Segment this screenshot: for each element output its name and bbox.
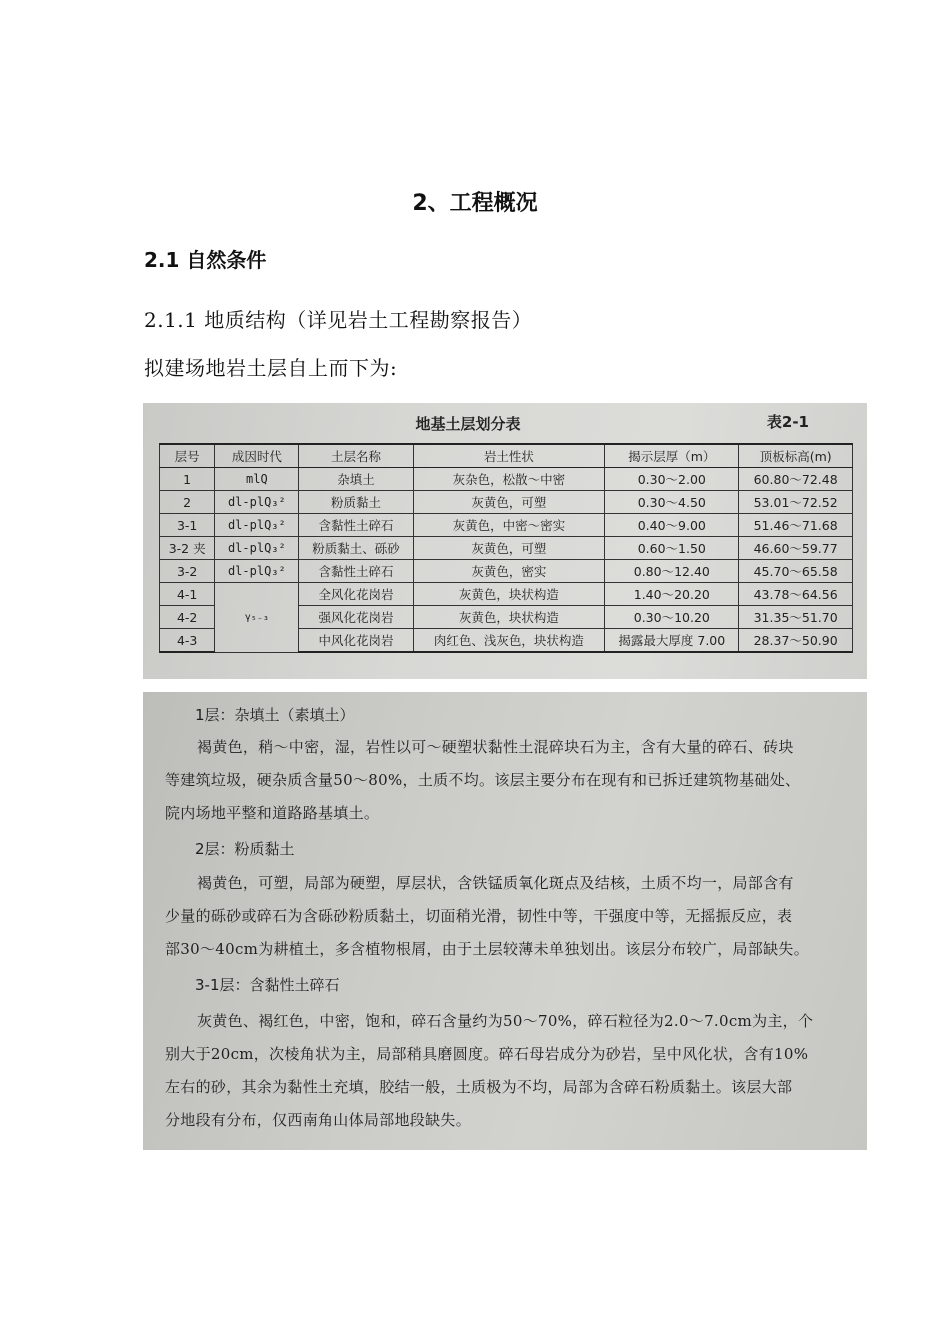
table-number: 表2-1 xyxy=(766,413,809,431)
table-caption: 地基土层划分表 xyxy=(415,415,521,433)
table-row xyxy=(160,514,853,537)
table-cell: mlQ xyxy=(215,468,299,491)
header-cell: 层号 xyxy=(160,444,215,468)
header-cell: 揭示层厚（m） xyxy=(605,444,739,468)
table-cell: 31.35～51.70 xyxy=(739,606,853,629)
table-cell: 28.37～50.90 xyxy=(739,629,853,653)
table-cell: 杂填土 xyxy=(299,468,413,491)
table-photo xyxy=(143,403,867,679)
table-cell: 灰黄色，可塑 xyxy=(413,491,605,514)
table-cell: 含黏性土碎石 xyxy=(299,560,413,583)
header-cell: 成因时代 xyxy=(215,444,299,468)
table-cell: 60.80～72.48 xyxy=(739,468,853,491)
table-cell: 灰黄色，密实 xyxy=(413,560,605,583)
header-cell: 顶板标高(m) xyxy=(739,444,853,468)
layer1-line: 褐黄色，稍～中密，湿，岩性以可～硬塑状黏性土混碎块石为主，含有大量的碎石、砖块 xyxy=(197,738,794,756)
table-cell: 3-1 xyxy=(160,514,215,537)
paragraph-intro: 拟建场地岩土层自上而下为: xyxy=(144,356,398,380)
table-cell: 3-2 夹 xyxy=(160,537,215,560)
table-cell: 含黏性土碎石 xyxy=(299,514,413,537)
table-cell: 粉质黏土、砾砂 xyxy=(299,537,413,560)
layer2-line: 褐黄色，可塑，局部为硬塑，厚层状，含铁锰质氧化斑点及结核，土质不均一，局部含有 xyxy=(197,874,794,892)
table-cell: 51.46～71.68 xyxy=(739,514,853,537)
table-cell: dl-plQ₃² xyxy=(215,560,299,583)
table-cell: 2 xyxy=(160,491,215,514)
layer31-line: 左右的砂，其余为黏性土充填，胶结一般，土质极为不均，局部为含碎石粉质黏土。该层大部 xyxy=(165,1078,793,1096)
table-cell: dl-plQ₃² xyxy=(215,514,299,537)
table-cell: 0.60～1.50 xyxy=(605,537,739,560)
table-cell: 0.30～2.00 xyxy=(605,468,739,491)
layer2-line: 部30～40cm为耕植土，多含植物根屑，由于土层较薄未单独划出。该层分布较广，局部缺失。 xyxy=(165,940,810,958)
paragraph-geology: 2.1.1 地质结构（详见岩土工程勘察报告） xyxy=(144,308,533,332)
table-cell: 全风化花岗岩 xyxy=(299,583,413,606)
table-cell: 中风化花岗岩 xyxy=(299,629,413,653)
table-cell: 1.40～20.20 xyxy=(605,583,739,606)
table-cell: 46.60～59.77 xyxy=(739,537,853,560)
table-cell: 粉质黏土 xyxy=(299,491,413,514)
header-cell: 土层名称 xyxy=(299,444,413,468)
table-row xyxy=(160,468,853,491)
layer31-heading: 3-1层：含黏性土碎石 xyxy=(195,976,340,994)
table-cell: 强风化花岗岩 xyxy=(299,606,413,629)
table-cell: 灰黄色，块状构造 xyxy=(413,583,605,606)
table-cell: 肉红色、浅灰色，块状构造 xyxy=(413,629,605,653)
table-row xyxy=(160,560,853,583)
layer31-line: 别大于20cm，次棱角状为主，局部稍具磨圆度。碎石母岩成分为砂岩，呈中风化状，含有10% xyxy=(165,1045,809,1063)
table-cell: 1 xyxy=(160,468,215,491)
table-cell: 45.70～65.58 xyxy=(739,560,853,583)
layer2-line: 少量的砾砂或碎石为含砾砂粉质黏土，切面稍光滑，韧性中等，干强度中等，无摇振反应，表 xyxy=(165,907,793,925)
table-row xyxy=(160,491,853,514)
table-cell: 灰黄色，可塑 xyxy=(413,537,605,560)
table-cell: 0.40～9.00 xyxy=(605,514,739,537)
table-cell: 灰黄色，中密～密实 xyxy=(413,514,605,537)
table-cell: 4-1 xyxy=(160,583,215,606)
section-title: 2、工程概况 xyxy=(412,191,538,216)
table-cell: 灰杂色，松散～中密 xyxy=(413,468,605,491)
table-cell: dl-plQ₃² xyxy=(215,537,299,560)
table-cell: 4-3 xyxy=(160,629,215,653)
header-cell: 岩土性状 xyxy=(413,444,605,468)
table-cell: 0.80～12.40 xyxy=(605,560,739,583)
table-cell: 0.30～10.20 xyxy=(605,606,739,629)
table-cell: 43.78～64.56 xyxy=(739,583,853,606)
table-cell: dl-plQ₃² xyxy=(215,491,299,514)
layer2-heading: 2层：粉质黏土 xyxy=(195,840,295,858)
table-cell: 揭露最大厚度 7.00 xyxy=(605,629,739,653)
table-row xyxy=(160,537,853,560)
layer1-heading: 1层：杂填土（素填土） xyxy=(195,706,355,724)
table-cell: 灰黄色，块状构造 xyxy=(413,606,605,629)
table-row xyxy=(160,583,853,606)
strata-table xyxy=(159,443,853,653)
table-cell: 3-2 xyxy=(160,560,215,583)
table-header-row xyxy=(160,444,853,468)
subsection-title: 2.1 自然条件 xyxy=(144,248,267,272)
layer1-line: 院内场地平整和道路路基填土。 xyxy=(165,804,380,822)
layer31-line: 灰黄色、褐红色，中密，饱和，碎石含量约为50～70%，碎石粒径为2.0～7.0cm为主，个 xyxy=(197,1012,814,1030)
table-cell: γ₅₋₃ xyxy=(215,583,299,653)
table-cell: 53.01～72.52 xyxy=(739,491,853,514)
table-cell: 4-2 xyxy=(160,606,215,629)
excerpt-photo xyxy=(143,692,867,1150)
layer1-line: 等建筑垃圾，硬杂质含量50～80%，土质不均。该层主要分布在现有和已拆迁建筑物基础处、 xyxy=(165,771,801,789)
table-cell: 0.30～4.50 xyxy=(605,491,739,514)
layer31-line: 分地段有分布，仅西南角山体局部地段缺失。 xyxy=(165,1111,472,1129)
